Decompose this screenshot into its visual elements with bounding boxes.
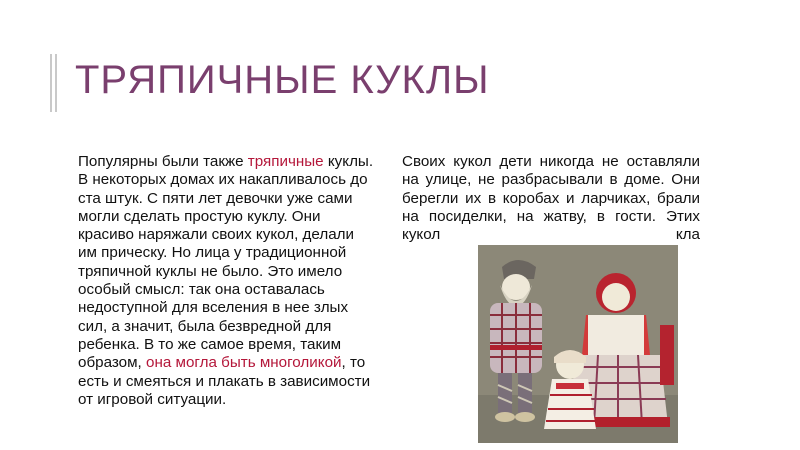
highlight-text: она могла быть многоликой (146, 354, 342, 372)
slide-title: ТРЯПИЧНЫЕ КУКЛЫ (75, 58, 490, 102)
highlight-text: тряпичные (247, 153, 324, 170)
left-text-column (78, 153, 376, 409)
title-accent-line (55, 54, 57, 112)
right-text-column: Своих кукол дети никогда не оставляли на улице, не разбрасывали в доме. Они берегли их в коробах и ларчиках, брали на посиделки, на жатву, в гости. Этих кукол кла (402, 153, 700, 244)
title-accent-line (50, 54, 52, 112)
left-text-segment: Популярны были также (78, 153, 248, 170)
rag-dolls-illustration (478, 245, 678, 443)
rag-dolls-photo (478, 245, 678, 443)
left-text-segment: , то есть и смеяться и плакать в зависимости от игровой ситуации. (78, 354, 371, 408)
left-text-segment: куклы. В некоторых домах их накапливалось до ста штук. С пяти лет девочки уже сами могли сделать простую куклу. Они красиво наряжали своих кукол, делали им прическу. Но лица у традиционной тряпичной куклы не было. Это имело особый смысл: так она оставалась недоступной для вселения в нее злых сил, а значит, была безвредной для ребенка. В то же самое время, таким образом, (78, 153, 374, 372)
